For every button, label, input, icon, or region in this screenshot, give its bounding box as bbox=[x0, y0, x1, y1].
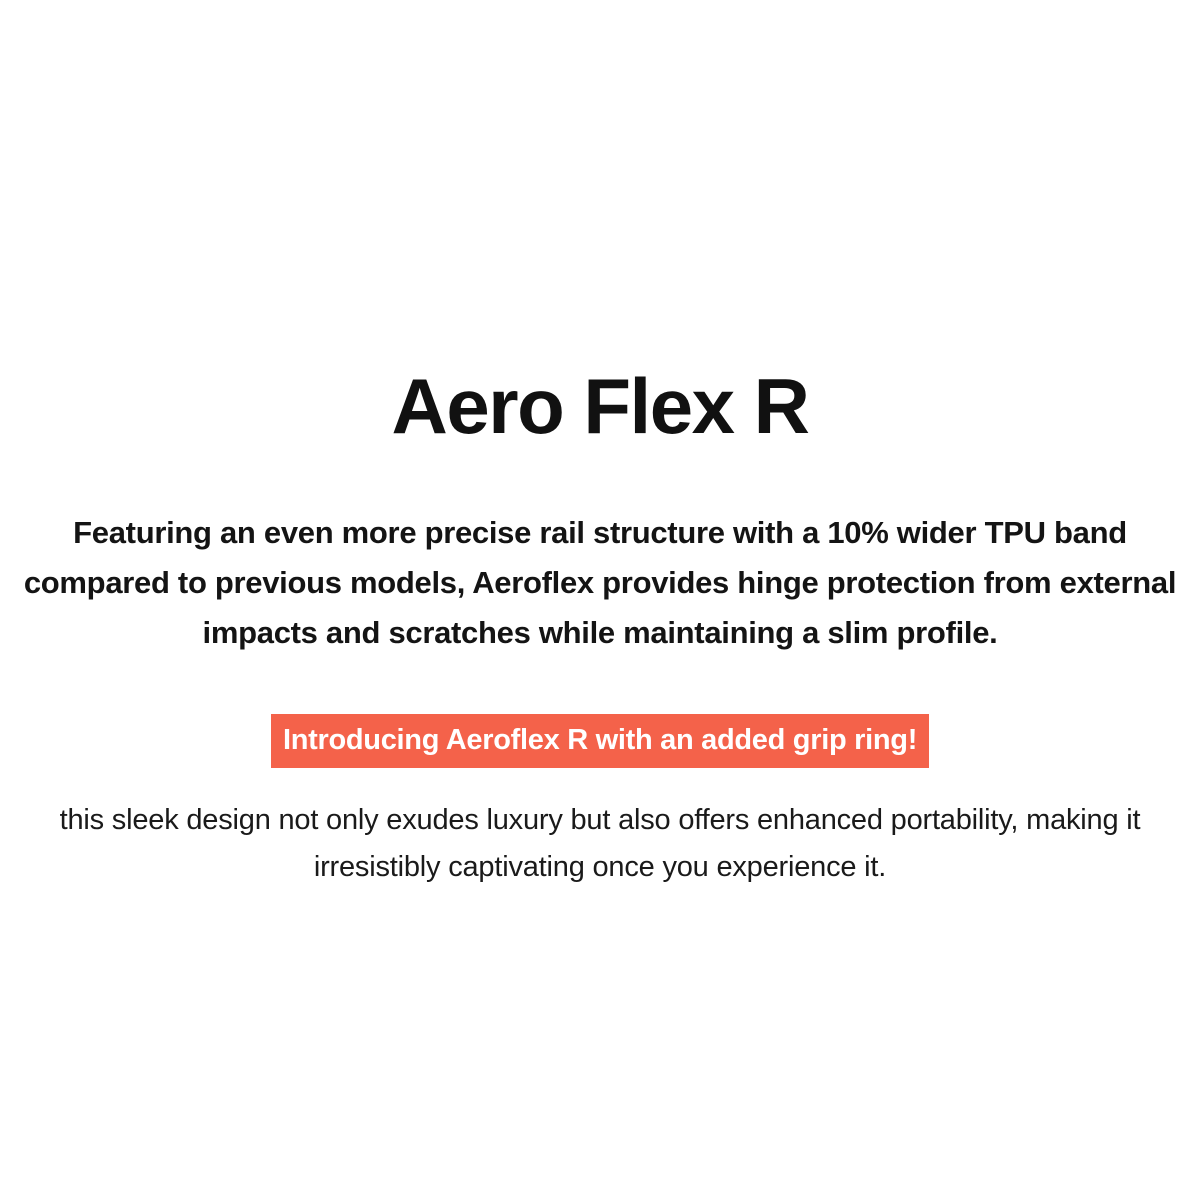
page-title: Aero Flex R bbox=[391, 362, 809, 451]
highlight-banner bbox=[0, 714, 1200, 768]
highlight-text: Introducing Aeroflex R with an added grip ring! bbox=[271, 714, 929, 768]
product-description-text: Featuring an even more precise rail structure with a 10% wider TPU band compared to previous models, Aeroflex provides hinge protection from external impacts and scratches while maintaining a slim profile. bbox=[23, 515, 1177, 651]
product-subtext: this sleek design not only exudes luxury but also offers enhanced portability, making it irresistibly captivating once you experience it. bbox=[59, 804, 1141, 883]
